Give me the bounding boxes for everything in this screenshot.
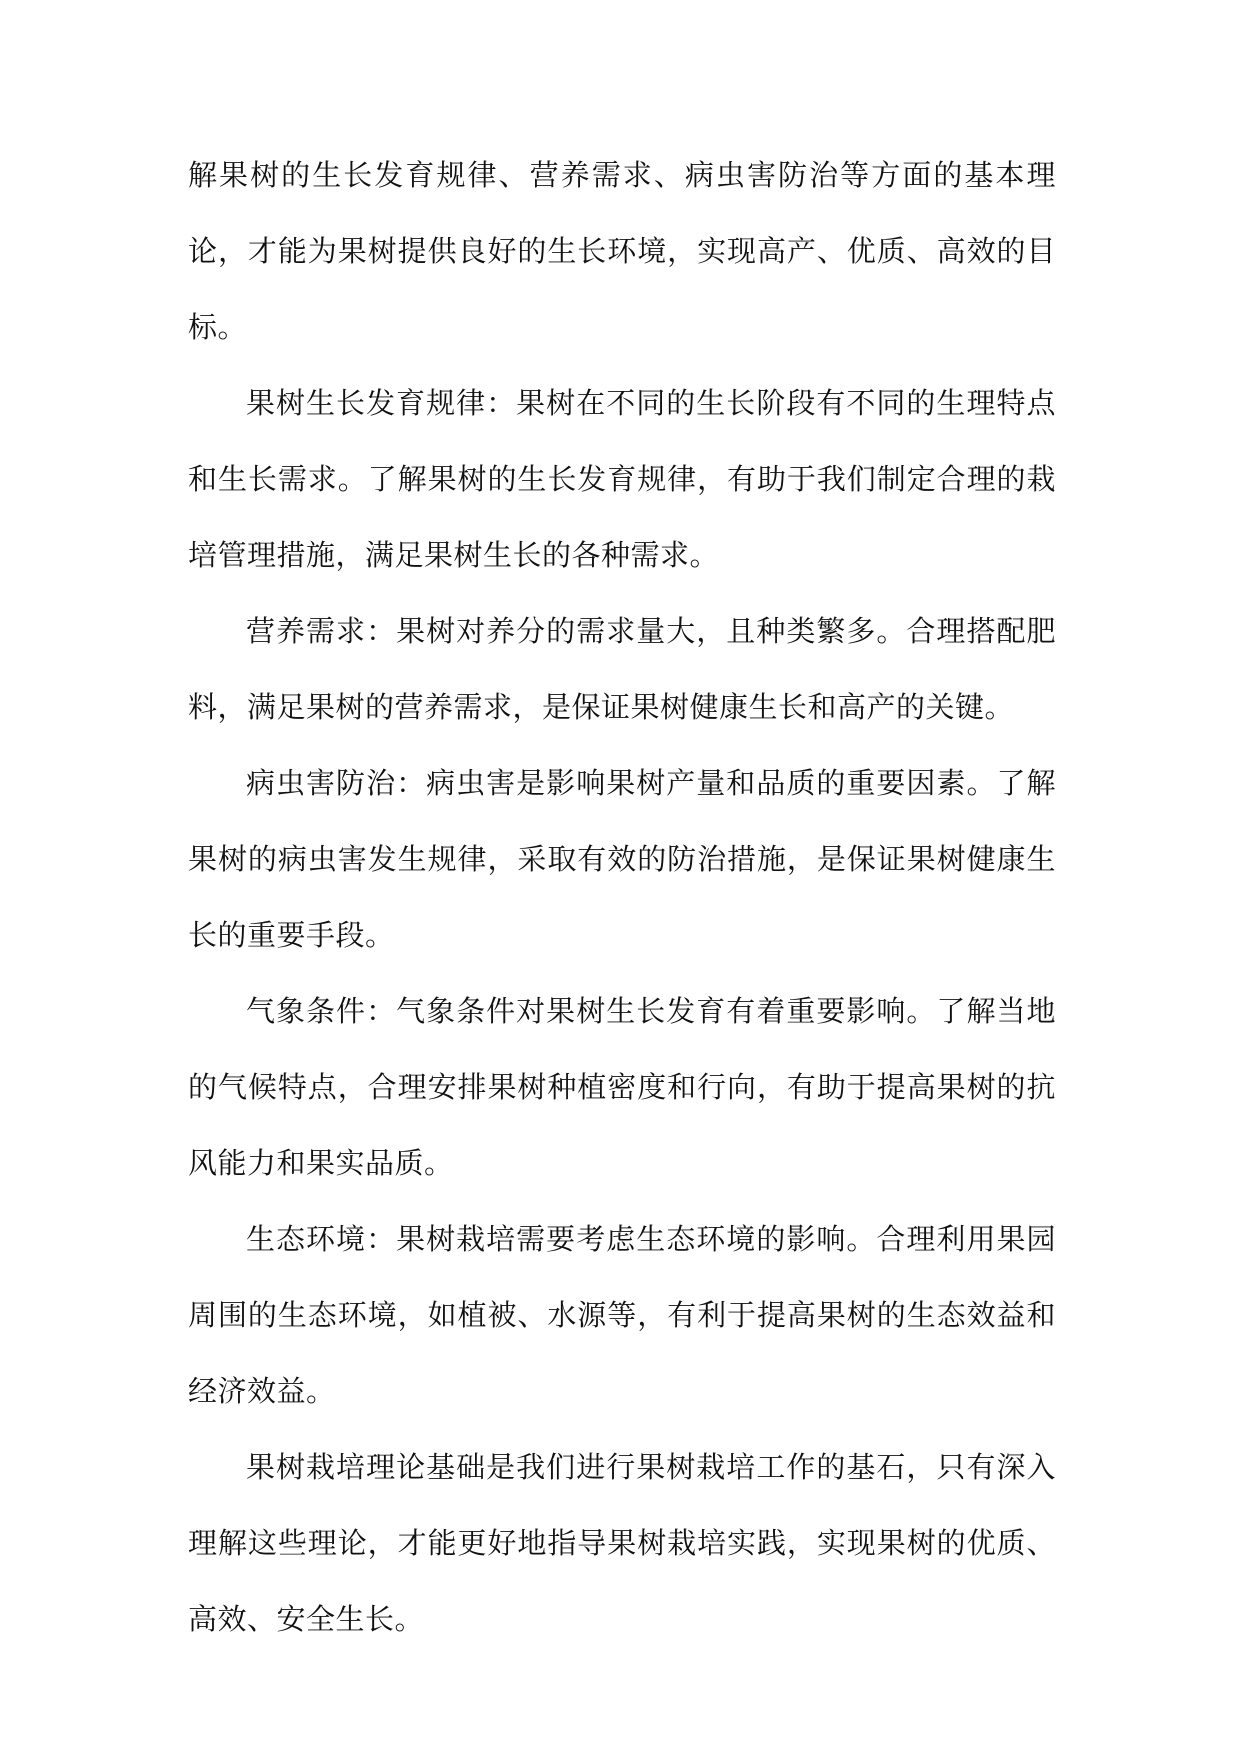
- paragraph-growth-development: 果树生长发育规律：果树在不同的生长阶段有不同的生理特点和生长需求。了解果树的生长发育规律，有助于我们制定合理的栽培管理措施，满足果树生长的各种需求。: [188, 386, 1056, 572]
- paragraph-pest-control: 病虫害防治：病虫害是影响果树产量和品质的重要因素。了解果树的病虫害发生规律，采取有效的防治措施，是保证果树健康生长的重要手段。: [188, 766, 1056, 952]
- paragraph-continuation: 解果树的生长发育规律、营养需求、病虫害防治等方面的基本理论，才能为果树提供良好的生长环境，实现高产、优质、高效的目标。: [188, 158, 1056, 344]
- paragraph-weather-conditions: 气象条件：气象条件对果树生长发育有着重要影响。了解当地的气候特点，合理安排果树种植密度和行向，有助于提高果树的抗风能力和果实品质。: [188, 994, 1056, 1180]
- paragraph-ecological-environment: 生态环境：果树栽培需要考虑生态环境的影响。合理利用果园周围的生态环境，如植被、水源等，有利于提高果树的生态效益和经济效益。: [188, 1222, 1056, 1408]
- paragraph-conclusion: 果树栽培理论基础是我们进行果树栽培工作的基石，只有深入理解这些理论，才能更好地指导果树栽培实践，实现果树的优质、高效、安全生长。: [188, 1450, 1056, 1636]
- paragraph-nutrition-needs: 营养需求：果树对养分的需求量大，且种类繁多。合理搭配肥料，满足果树的营养需求，是保证果树健康生长和高产的关键。: [188, 614, 1056, 724]
- document-body: [188, 137, 1056, 1657]
